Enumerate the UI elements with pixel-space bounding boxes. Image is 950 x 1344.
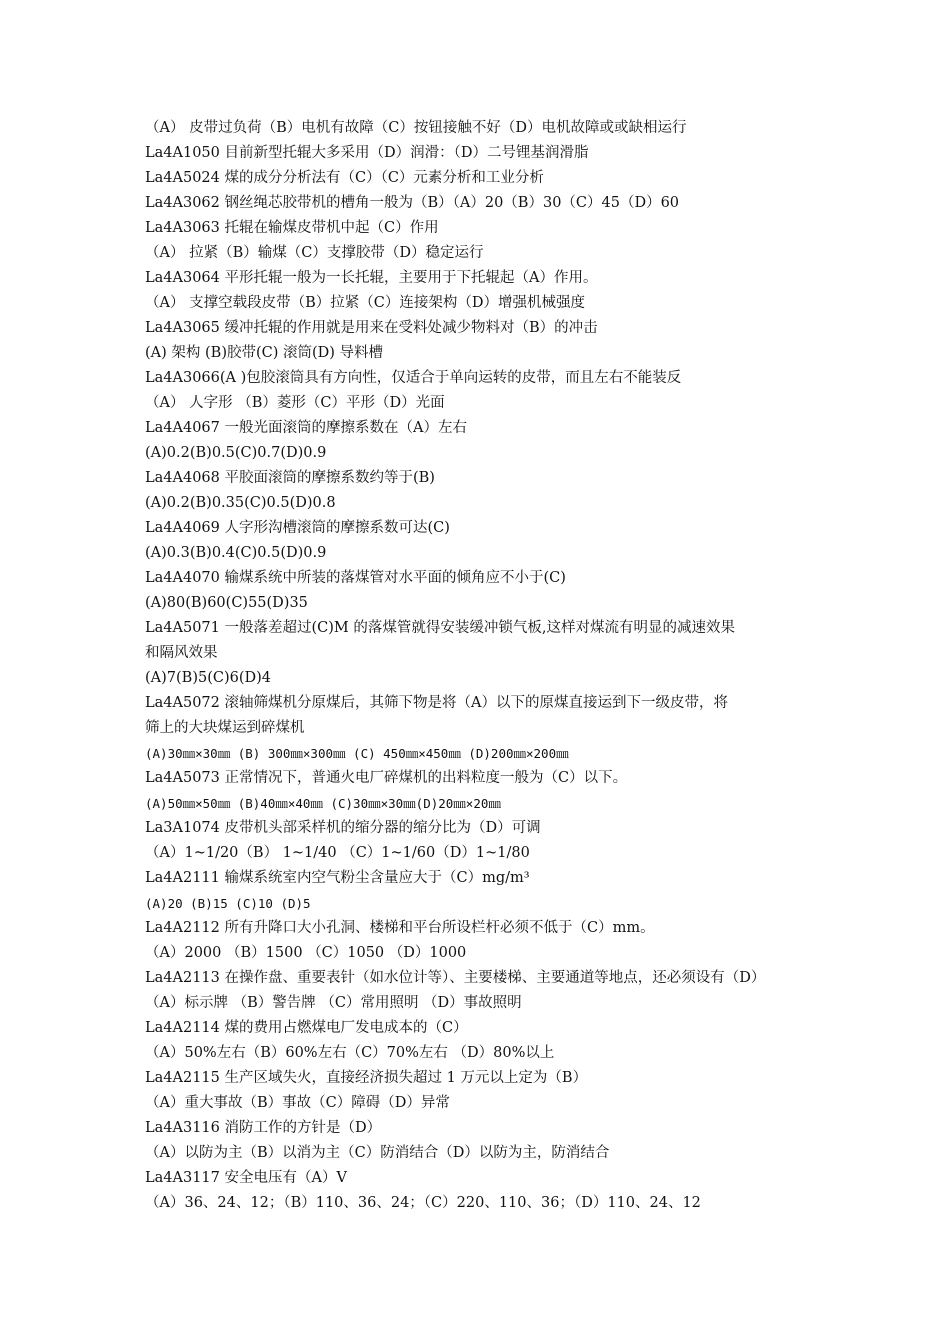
text-line: La4A2111 输煤系统室内空气粉尘含量应大于（C）mg/m³ (145, 870, 530, 886)
text-line: (A)30㎜×30㎜ (B) 300㎜×300㎜ (C) 450㎜×450㎜ (D)200㎜×200㎜ (145, 746, 569, 761)
text-line: La4A3063 托辊在输煤皮带机中起（C）作用 (145, 220, 439, 236)
text-line: La4A4069 人字形沟槽滚筒的摩擦系数可达(C) (145, 520, 450, 536)
text-line: La4A3065 缓冲托辊的作用就是用来在受料处减少物料对（B）的冲击 (145, 320, 598, 336)
text-line: (A)0.2(B)0.5(C)0.7(D)0.9 (145, 445, 327, 461)
text-line: （A）标示牌 （B）警告牌 （C）常用照明 （D）事故照明 (145, 995, 522, 1011)
text-line: La4A4067 一般光面滚筒的摩擦系数在（A）左右 (145, 420, 467, 436)
text-line: La4A4070 输煤系统中所装的落煤管对水平面的倾角应不小于(C) (145, 570, 566, 586)
text-line: La4A1050 目前新型托辊大多采用（D）润滑：（D）二号锂基润滑脂 (145, 145, 589, 161)
text-line: (A) 架构 (B)胶带(C) 滚筒(D) 导料槽 (145, 345, 384, 361)
text-line: La4A5071 一般落差超过(C)M 的落煤管就得安装缓冲锁气板,这样对煤流有明显的减速效果 (145, 620, 735, 636)
text-line: (A)80(B)60(C)55(D)35 (145, 595, 308, 611)
text-line: （A） 支撑空载段皮带（B）拉紧（C）连接架构（D）增强机械强度 (145, 295, 585, 311)
text-line: （A）2000 （B）1500 （C）1050 （D）1000 (145, 945, 467, 961)
text-line: La3A1074 皮带机头部采样机的缩分器的缩分比为（D）可调 (145, 820, 541, 836)
text-line: La4A5073 正常情况下，普通火电厂碎煤机的出料粒度一般为（C）以下。 (145, 770, 628, 786)
text-line: La4A2112 所有升降口大小孔洞、楼梯和平台所设栏杆必须不低于（C）mm。 (145, 920, 655, 936)
text-line: （A） 皮带过负荷（B）电机有故障（C）按钮接触不好（D）电机故障或或缺相运行 (145, 120, 687, 136)
text-line: La4A2113 在操作盘、重要表针（如水位计等）、主要楼梯、主要通道等地点，还必须设有（D） (145, 970, 766, 986)
text-line: （A） 拉紧（B）输煤（C）支撑胶带（D）稳定运行 (145, 245, 484, 261)
text-line: La4A3062 钢丝绳芯胶带机的槽角一般为（B）（A）20（B）30（C）45（D）60 (145, 195, 680, 211)
text-line: （A）1~1/20（B） 1~1/40 （C）1~1/60（D）1~1/80 (145, 845, 530, 861)
text-line: La4A3117 安全电压有（A）V (145, 1170, 347, 1186)
text-line: La4A4068 平胶面滚筒的摩擦系数约等于(B) (145, 470, 435, 486)
text-line: La4A5072 滚轴筛煤机分原煤后，其筛下物是将（A）以下的原煤直接运到下一级皮带，将 (145, 695, 728, 711)
text-line: （A）36、24、12；（B）110、36、24；（C）220、110、36；（D）110、24、12 (145, 1195, 701, 1211)
text-line: La4A3116 消防工作的方针是（D） (145, 1120, 382, 1136)
text-line: La4A3066(A )包胶滚筒具有方向性，仅适合于单向运转的皮带，而且左右不能装反 (145, 370, 682, 386)
text-line: （A） 人字形 （B）菱形（C）平形（D）光面 (145, 395, 445, 411)
text-line: (A)0.3(B)0.4(C)0.5(D)0.9 (145, 545, 327, 561)
text-line: La4A2114 煤的费用占燃煤电厂发电成本的（C） (145, 1020, 468, 1036)
text-line: (A)7(B)5(C)6(D)4 (145, 670, 272, 686)
text-line: La4A2115 生产区域失火，直接经济损失超过 1 万元以上定为（B） (145, 1070, 588, 1086)
text-line: La4A5024 煤的成分分析法有（C）（C）元素分析和工业分析 (145, 170, 544, 186)
text-line: 筛上的大块煤运到碎煤机 (145, 720, 305, 736)
text-line: La4A3064 平形托辊一般为一长托辊，主要用于下托辊起（A）作用。 (145, 270, 598, 286)
text-line: （A）重大事故（B）事故（C）障碍（D）异常 (145, 1095, 450, 1111)
document-page (145, 116, 810, 1216)
text-line: (A)20 (B)15 (C)10 (D)5 (145, 896, 311, 911)
text-line: (A)50㎜×50㎜ (B)40㎜×40㎜ (C)30㎜×30㎜(D)20㎜×20㎜ (145, 796, 501, 811)
text-line: （A）以防为主（B）以消为主（C）防消结合（D）以防为主，防消结合 (145, 1145, 610, 1161)
text-line: （A）50%左右（B）60%左右（C）70%左右 （D）80%以上 (145, 1045, 555, 1061)
text-line: 和隔风效果 (145, 645, 218, 661)
text-line: (A)0.2(B)0.35(C)0.5(D)0.8 (145, 495, 336, 511)
